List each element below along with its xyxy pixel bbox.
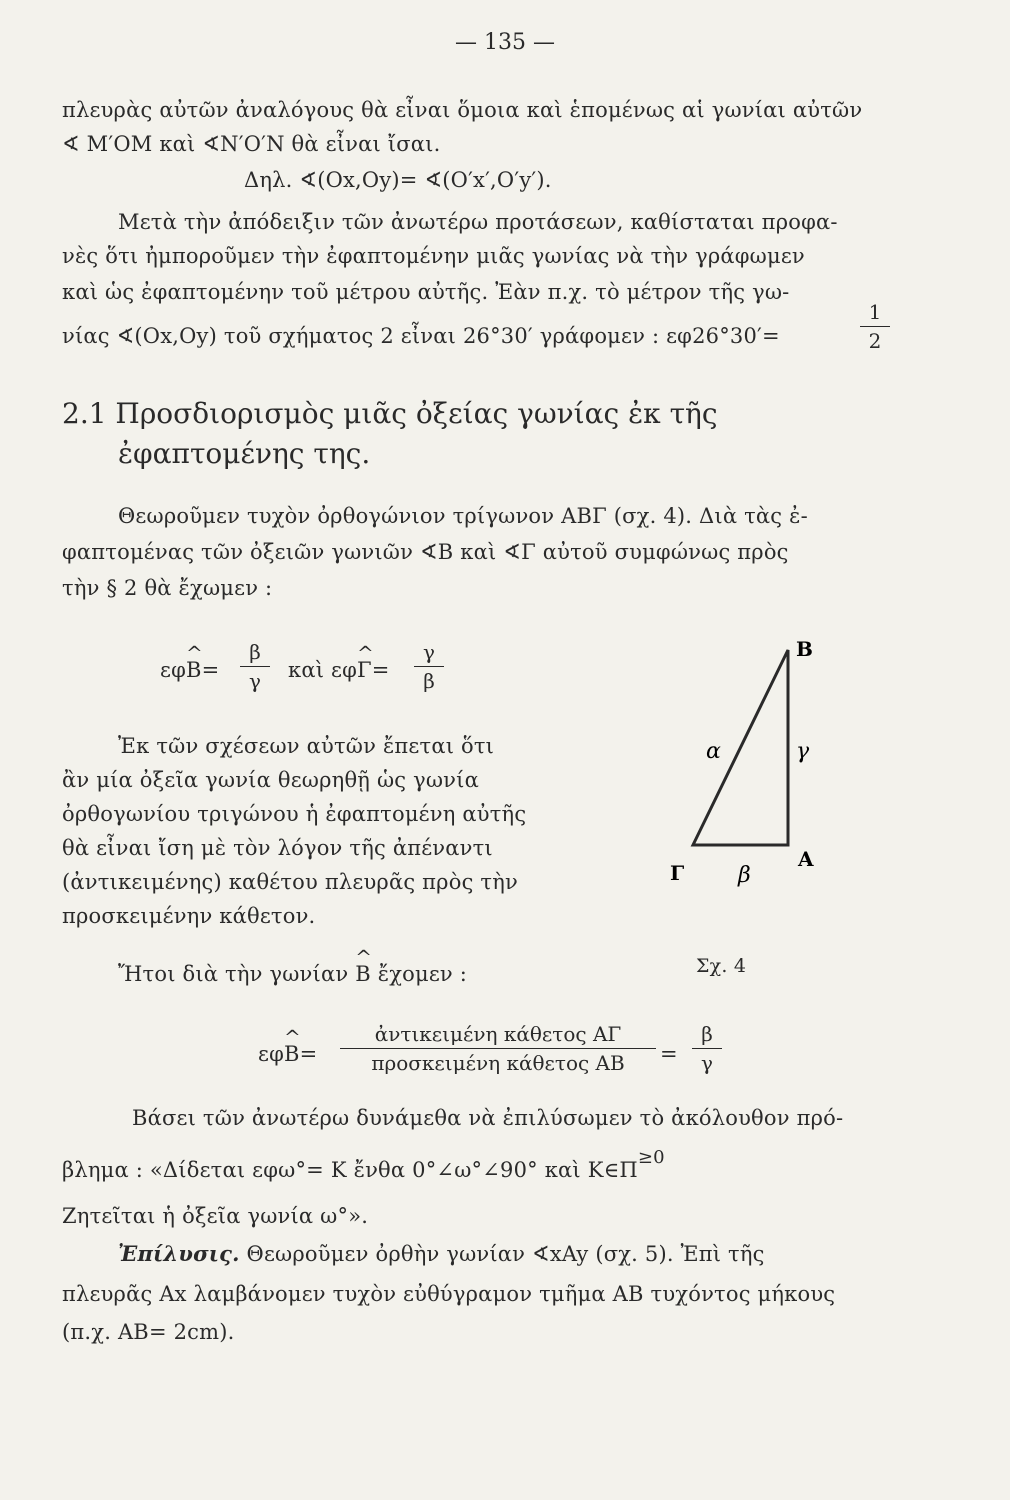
section-heading: 2.1 Προσδιορισμὸς μιᾶς ὀξείας γωνίας ἐκ τῆς <box>62 397 718 430</box>
angle-B: B ^ <box>355 960 371 988</box>
solution-label: Ἐπίλυσις. <box>118 1241 240 1266</box>
text-line: Ἐκ τῶν σχέσεων αὐτῶν ἔπεται ὅτι <box>118 734 495 758</box>
page-number: — 135 — <box>455 30 555 55</box>
text-line: προσκειμένην κάθετον. <box>62 904 316 928</box>
section-heading-cont: ἐφαπτομένης της. <box>118 437 371 470</box>
text-line: καὶ ὡς ἐφαπτομένην τοῦ μέτρου αὐτῆς. Ἐὰν π.χ. τὸ μέτρον τῆς γω- <box>62 280 790 304</box>
text-line: Θεωροῦμεν τυχὸν ὀρθογώνιον τρίγωνον ΑΒΓ (σχ. 4). Διὰ τὰς ἐ- <box>118 504 808 528</box>
text-line: νὲς ὅτι ἠμποροῦμεν τὴν ἐφαπτομένην μιᾶς γωνίας νὰ τὴν γράφωμεν <box>62 244 805 268</box>
text-line: Δηλ. ∢(Ox,Oy)= ∢(O′x′,O′y′). <box>244 168 552 192</box>
fraction-numerator: 1 <box>868 300 882 324</box>
text-line: πλευρᾶς Ax λαμβάνομεν τυχὸν εὐθύγραμον τμῆμα ΑΒ τυχόντος μήκους <box>62 1282 836 1306</box>
fraction-opposite-adjacent: ἀντικειμένη κάθετος ΑΓ προσκειμένη κάθετος ΑΒ <box>340 1022 656 1075</box>
vertex-label-G: Γ <box>670 861 685 885</box>
formula-text: εφB ^= <box>160 656 219 684</box>
fraction-gamma-beta: γ β <box>414 640 444 693</box>
text-line: ἂν μία ὀξεῖα γωνία θεωρηθῇ ὡς γωνία <box>62 768 479 792</box>
text-line: Ζητεῖται ἡ ὀξεῖα γωνία ω°». <box>62 1204 369 1228</box>
fraction-beta-gamma: β γ <box>240 640 270 693</box>
fraction-bar <box>860 326 890 327</box>
angle-B: B ^ <box>284 1040 300 1068</box>
text-line: θὰ εἶναι ἴση μὲ τὸν λόγον τῆς ἀπέναντι <box>62 836 493 860</box>
side-label-g: γ <box>796 739 810 764</box>
text-line: πλευρὰς αὐτῶν ἀναλόγους θὰ εἶναι ὅμοια καὶ ἑπομένως αἱ γωνίαι αὐτῶν <box>62 98 863 122</box>
text-line: νίας ∢(Ox,Oy) τοῦ σχήματος 2 εἶναι 26°30′ γράφομεν : εφ26°30′= <box>62 324 780 348</box>
formula-text: καὶ εφΓ ^= <box>288 656 390 684</box>
figure-4-right-triangle <box>660 620 820 890</box>
fraction-denominator: 2 <box>868 329 882 353</box>
text-line: (ἀντικειμένης) καθέτου πλευρᾶς πρὸς τὴν <box>62 870 518 894</box>
text-line: (π.χ. ΑΒ= 2cm). <box>62 1320 235 1344</box>
formula-text: εφB ^= <box>258 1040 317 1068</box>
text-line: ὀρθογωνίου τριγώνου ἡ ἐφαπτομένη αὐτῆς <box>62 802 527 826</box>
side-label-b: β <box>738 863 751 888</box>
text-line: φαπτομένας τῶν ὀξειῶν γωνιῶν ∢Β καὶ ∢Γ αὐτοῦ συμφώνως πρὸς <box>62 540 789 564</box>
text-line: τὴν § 2 θὰ ἔχωμεν : <box>62 576 273 600</box>
angle-B: B ^ <box>186 656 202 684</box>
fraction-beta-gamma: β γ <box>692 1022 722 1075</box>
angle-G: Γ ^ <box>357 656 372 684</box>
text-line: ∢ M′OM καὶ ∢N′O′N θὰ εἶναι ἴσαι. <box>62 132 441 156</box>
fraction-one-half <box>860 300 890 353</box>
text-line: Μετὰ τὴν ἀπόδειξιν τῶν ἀνωτέρω προτάσεων, καθίσταται προφα- <box>118 210 838 234</box>
vertex-label-B: B <box>796 637 813 661</box>
text-line: Βάσει τῶν ἀνωτέρω δυνάμεθα νὰ ἐπιλύσωμεν τὸ ἀκόλουθον πρό- <box>132 1106 844 1130</box>
figure-caption: Σχ. 4 <box>696 955 747 977</box>
text-line: Ἤτοι διὰ τὴν γωνίαν B ^ ἔχομεν : <box>118 960 467 988</box>
side-label-a: α <box>706 739 721 764</box>
text-line: βλημα : «Δίδεται εφω°= Κ ἔνθα 0°∠ω°∠90° καὶ Κ∈Π≥0 <box>62 1147 665 1182</box>
vertex-label-A: A <box>798 847 814 871</box>
formula-text: = <box>660 1042 678 1066</box>
text-line: Ἐπίλυσις. Θεωροῦμεν ὀρθὴν γωνίαν ∢xAy (σχ. 5). Ἐπὶ τῆς <box>118 1241 765 1266</box>
